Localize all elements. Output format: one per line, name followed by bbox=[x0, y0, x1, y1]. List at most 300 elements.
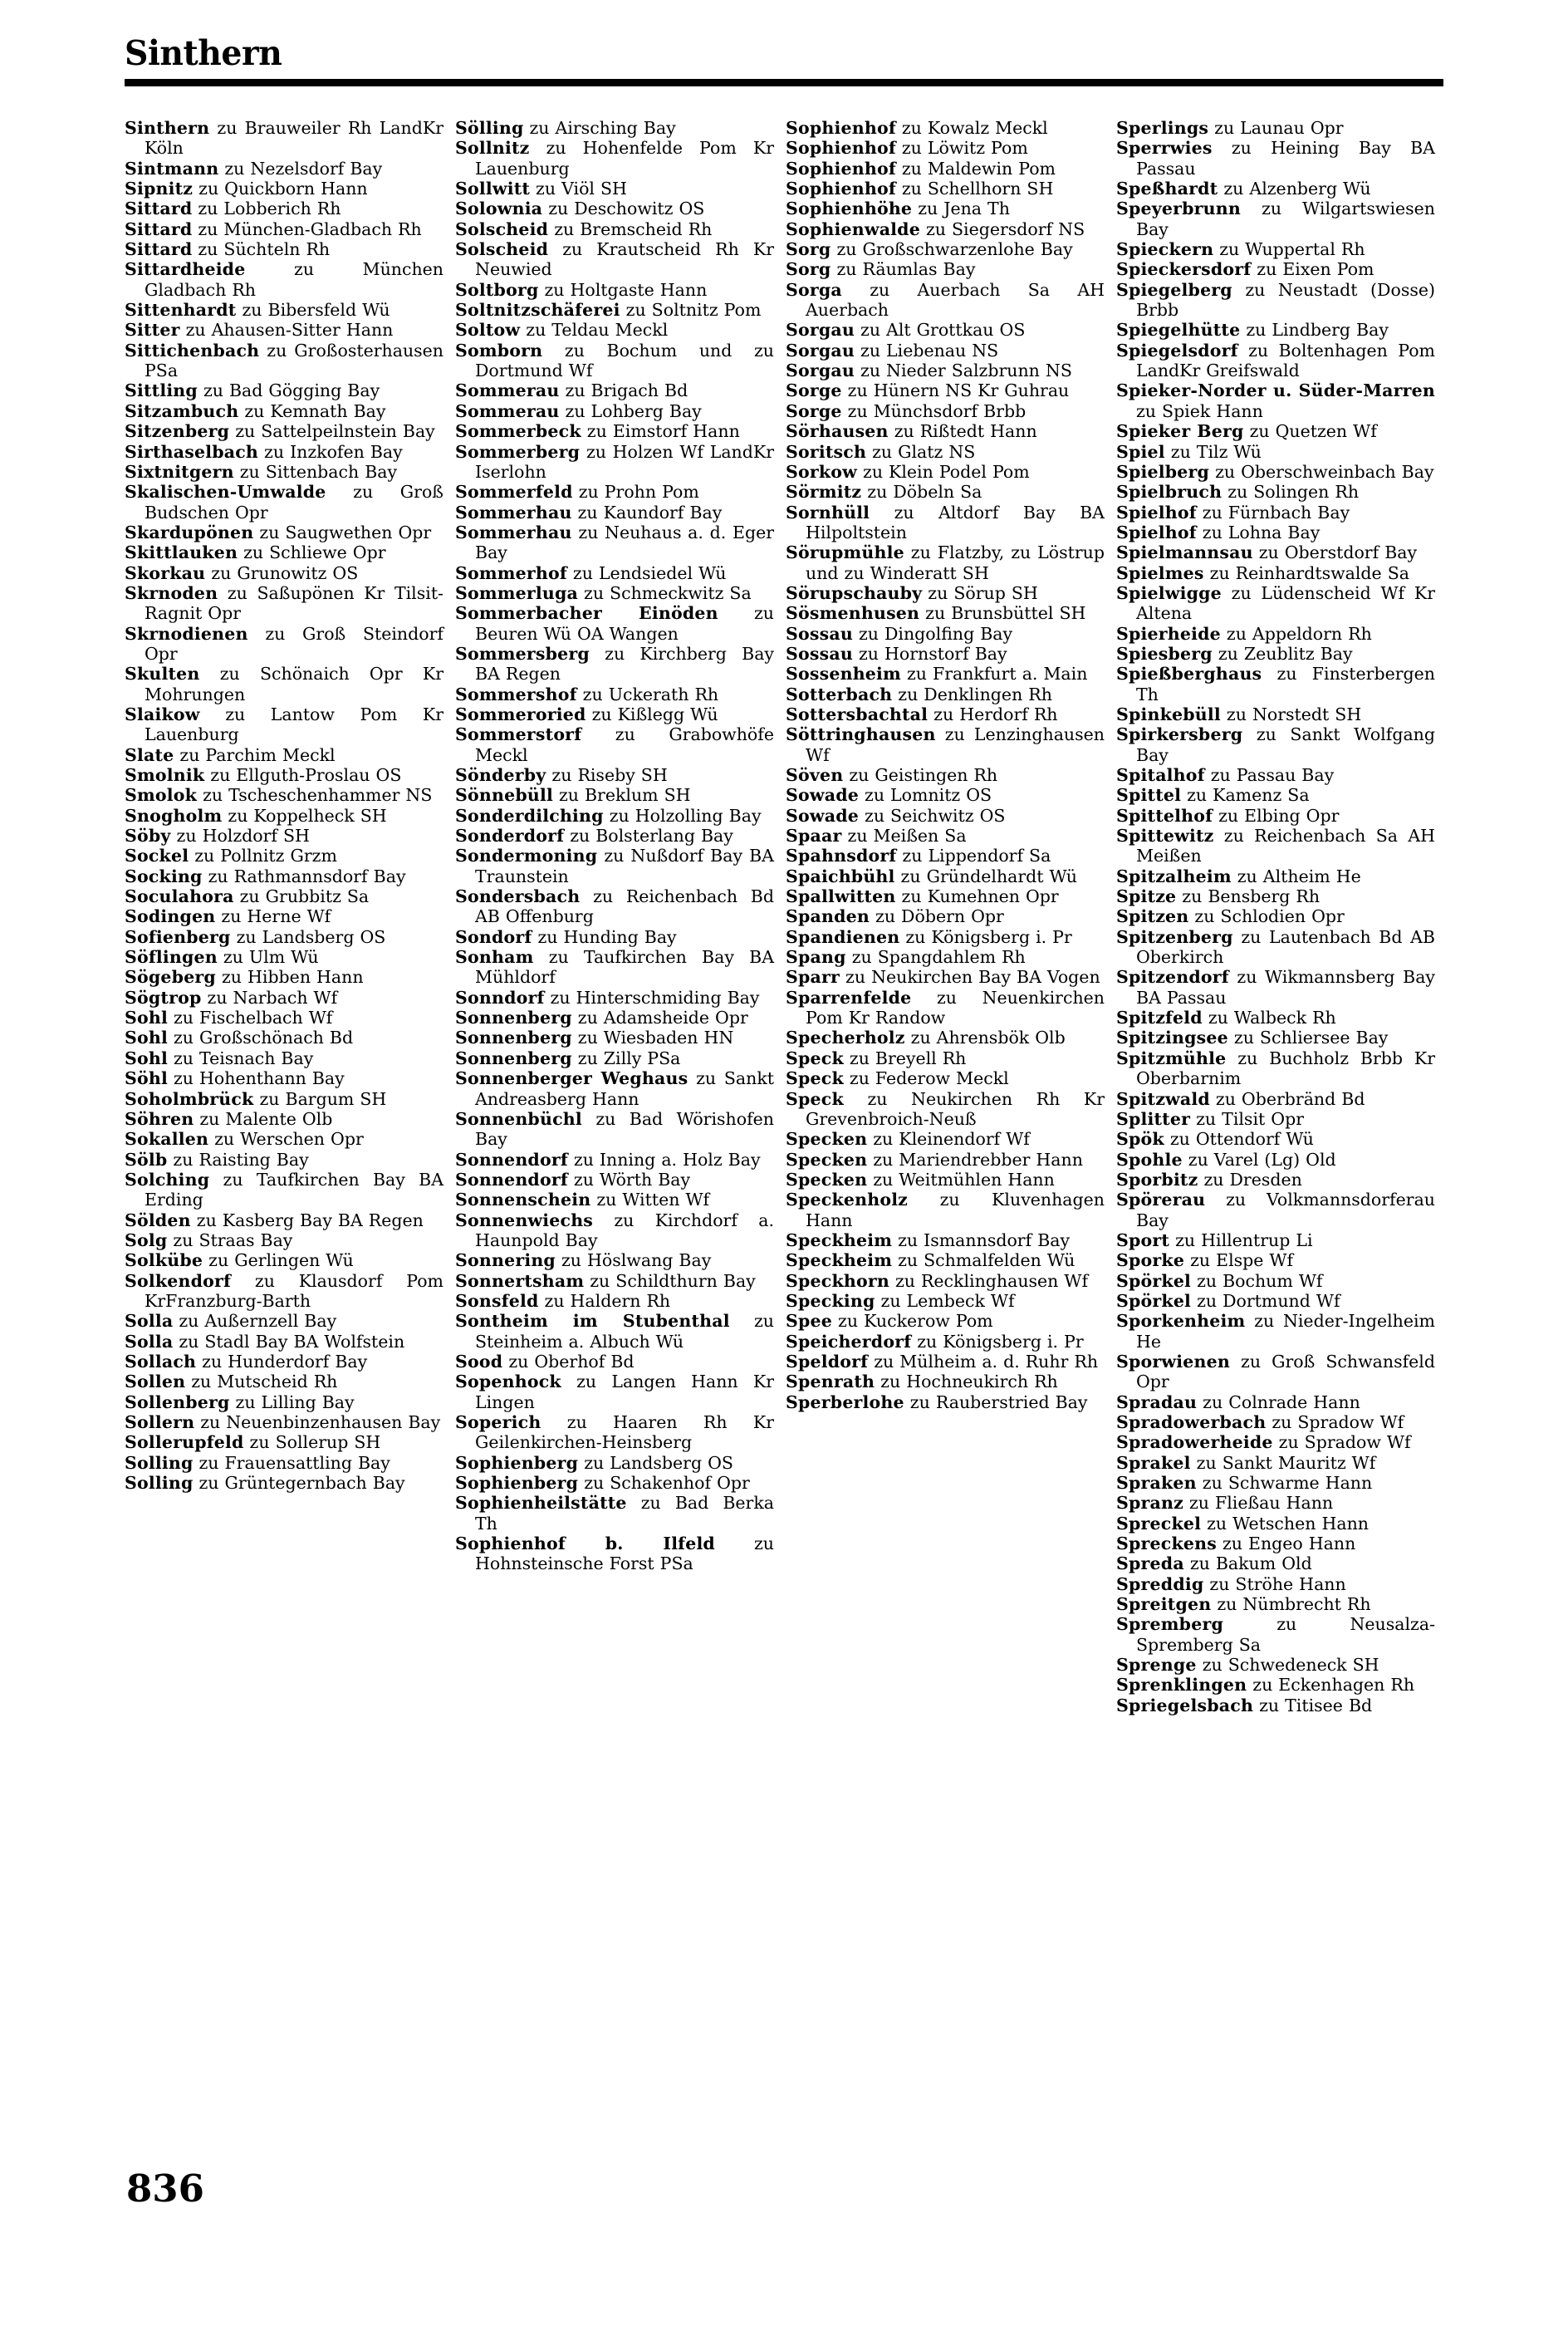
entry-headword: Solscheid bbox=[455, 218, 549, 239]
entry-reference: zu Spradow Wf bbox=[1272, 1432, 1411, 1453]
entry-reference: zu Solingen Rh bbox=[1222, 482, 1360, 503]
entry-reference: zu Fließau Hann bbox=[1183, 1493, 1334, 1514]
entry-reference: zu Meißen Sa bbox=[841, 826, 967, 847]
entry-reference: zu Kirchdorf a. Haunpold Bay bbox=[475, 1210, 774, 1250]
entry-reference: zu Grunowitz OS bbox=[205, 562, 359, 583]
index-entry bbox=[125, 1473, 443, 1493]
entry-headword: Specherholz bbox=[786, 1028, 905, 1048]
index-entry bbox=[455, 1412, 774, 1453]
entry-headword: Slate bbox=[125, 744, 174, 765]
index-entry bbox=[786, 199, 1105, 218]
entry-reference: zu Bensberg Rh bbox=[1176, 886, 1321, 907]
index-entry bbox=[455, 421, 774, 441]
index-entry bbox=[786, 1271, 1105, 1291]
entry-headword: Sorgau bbox=[786, 361, 855, 381]
index-entry bbox=[1116, 1594, 1435, 1614]
entry-headword: Sonderdorf bbox=[455, 826, 565, 847]
entry-headword: Sonnenberg bbox=[455, 1008, 572, 1028]
entry-reference: zu Bargum SH bbox=[253, 1088, 387, 1109]
index-entry bbox=[125, 1352, 443, 1372]
entry-reference: zu Bad Berka Th bbox=[475, 1493, 774, 1534]
index-entry bbox=[125, 1089, 443, 1109]
entry-reference: zu Groß Schwansfeld Opr bbox=[1136, 1351, 1435, 1392]
entry-headword: Sopenhock bbox=[455, 1372, 561, 1392]
entry-reference: zu Grubbitz Sa bbox=[233, 886, 370, 907]
entry-reference: zu Uckerath Rh bbox=[576, 684, 719, 704]
entry-headword: Spaichbühl bbox=[786, 866, 895, 886]
entry-headword: Sörupmühle bbox=[786, 542, 904, 563]
index-entry bbox=[1116, 1412, 1435, 1432]
entry-reference: zu Schakenhof Opr bbox=[578, 1473, 750, 1494]
entry-headword: Sontheim im Stubenthal bbox=[455, 1311, 730, 1332]
entry-headword: Sophienhof bbox=[786, 118, 896, 138]
entry-headword: Söhl bbox=[125, 1068, 168, 1089]
entry-reference: zu Kowalz Meckl bbox=[895, 118, 1048, 138]
entry-headword: Smolnik bbox=[125, 765, 205, 785]
entry-reference: zu Klein Podel Pom bbox=[857, 461, 1030, 482]
index-entry bbox=[786, 685, 1105, 704]
entry-reference: zu Gerlingen Wü bbox=[203, 1250, 354, 1271]
entry-headword: Solching bbox=[125, 1169, 210, 1190]
index-entry bbox=[1116, 624, 1435, 644]
entry-headword: Spitzendorf bbox=[1116, 967, 1229, 988]
entry-reference: zu Holtgaste Hann bbox=[538, 279, 708, 300]
entry-headword: Sonnering bbox=[455, 1250, 556, 1271]
index-entry bbox=[125, 421, 443, 441]
entry-reference: zu Neusalza-Spremberg Sa bbox=[1136, 1614, 1435, 1655]
index-entry bbox=[1116, 1473, 1435, 1493]
index-entry bbox=[455, 1028, 774, 1048]
entry-headword: Sommerluga bbox=[455, 582, 579, 603]
entry-headword: Spitzfeld bbox=[1116, 1008, 1203, 1028]
index-entry bbox=[786, 866, 1105, 886]
entry-reference: zu Hochneukirch Rh bbox=[875, 1372, 1058, 1392]
entry-headword: Sporwienen bbox=[1116, 1351, 1230, 1372]
entry-headword: Sowade bbox=[786, 785, 859, 806]
entry-reference: zu Lendsiedel Wü bbox=[566, 562, 727, 583]
index-entry bbox=[1116, 927, 1435, 968]
entry-headword: Spallwitten bbox=[786, 886, 896, 907]
index-entry bbox=[125, 462, 443, 482]
index-entry bbox=[1116, 826, 1435, 866]
entry-headword: Skrnodienen bbox=[125, 623, 248, 644]
entry-reference: zu Hünern NS Kr Guhrau bbox=[841, 380, 1070, 401]
entry-headword: Sölden bbox=[125, 1210, 191, 1230]
index-entry bbox=[1116, 704, 1435, 724]
entry-headword: Sölling bbox=[455, 118, 524, 138]
index-entry bbox=[455, 765, 774, 785]
entry-reference: zu Prohn Pom bbox=[572, 482, 699, 503]
entry-reference: zu Wetschen Hann bbox=[1201, 1513, 1369, 1534]
index-entry bbox=[125, 300, 443, 320]
entry-headword: Solla bbox=[125, 1311, 174, 1332]
index-entry bbox=[455, 523, 774, 563]
entry-headword: Skittlauken bbox=[125, 542, 238, 563]
index-entry bbox=[125, 118, 443, 159]
entry-reference: zu Kemnath Bay bbox=[238, 400, 386, 421]
index-entry bbox=[786, 1230, 1105, 1250]
entry-headword: Sittard bbox=[125, 239, 193, 260]
index-entry bbox=[1116, 1170, 1435, 1190]
index-entry bbox=[1116, 664, 1435, 704]
index-entry bbox=[125, 199, 443, 218]
entry-reference: zu Dortmund Wf bbox=[1191, 1290, 1340, 1311]
index-entry bbox=[786, 1089, 1105, 1130]
index-entry bbox=[1116, 1008, 1435, 1028]
entry-headword: Sonderdilching bbox=[455, 805, 604, 826]
entry-reference: zu Spradow Wf bbox=[1266, 1412, 1404, 1432]
index-entry bbox=[786, 442, 1105, 462]
entry-reference: zu Grabowhöfe Meckl bbox=[475, 724, 774, 765]
entry-reference: zu Lüdenscheid Wf Kr Altena bbox=[1136, 582, 1435, 624]
index-entry bbox=[125, 1210, 443, 1230]
index-entry bbox=[125, 320, 443, 340]
entry-reference: zu Varel (Lg) Old bbox=[1182, 1149, 1336, 1170]
entry-headword: Spierheide bbox=[1116, 623, 1221, 644]
index-entry bbox=[1116, 1514, 1435, 1534]
entry-headword: Sophienberg bbox=[455, 1452, 579, 1473]
entry-headword: Spieker Berg bbox=[1116, 421, 1244, 442]
index-entry bbox=[786, 1028, 1105, 1048]
entry-reference: zu Mutscheid Rh bbox=[185, 1372, 338, 1392]
index-entry bbox=[1116, 1352, 1435, 1392]
index-entry bbox=[125, 1150, 443, 1170]
index-entry bbox=[455, 320, 774, 340]
index-entry bbox=[786, 583, 1105, 603]
entry-headword: Sornhüll bbox=[786, 502, 870, 523]
entry-reference: zu Saßupönen Kr Tilsit-Ragnit Opr bbox=[145, 582, 443, 624]
entry-reference: zu Lohberg Bay bbox=[559, 400, 702, 421]
entry-headword: Sonnenbüchl bbox=[455, 1108, 582, 1129]
index-entry bbox=[1116, 462, 1435, 482]
index-entry bbox=[786, 624, 1105, 644]
index-entry bbox=[125, 583, 443, 624]
entry-reference: zu Sankt Wolfgang Bay bbox=[1136, 724, 1435, 765]
entry-reference: zu Raisting Bay bbox=[167, 1149, 309, 1170]
index-entry bbox=[125, 1432, 443, 1452]
entry-reference: zu Lippendorf Sa bbox=[896, 846, 1051, 866]
entry-reference: zu Schwedeneck SH bbox=[1196, 1655, 1379, 1676]
index-entry bbox=[1116, 886, 1435, 906]
index-entry bbox=[455, 927, 774, 947]
index-entry bbox=[1116, 1534, 1435, 1553]
entry-reference: zu Altdorf Bay BA Hilpoltstein bbox=[806, 502, 1105, 542]
entry-headword: Spriegelsbach bbox=[1116, 1695, 1254, 1715]
index-entry bbox=[455, 1170, 774, 1190]
entry-headword: Speckheim bbox=[786, 1250, 893, 1271]
entry-reference: zu Quetzen Wf bbox=[1243, 421, 1377, 442]
entry-headword: Spitalhof bbox=[1116, 765, 1205, 785]
entry-headword: Skorkau bbox=[125, 562, 206, 583]
entry-reference: zu Reichenbach Bd AB Offenburg bbox=[475, 886, 774, 927]
index-entry bbox=[1116, 380, 1435, 421]
entry-headword: Sophienhof bbox=[786, 179, 896, 199]
entry-reference: zu Sollerup SH bbox=[243, 1432, 381, 1453]
entry-headword: Spradowerheide bbox=[1116, 1432, 1273, 1453]
entry-headword: Sommerbacher Einöden bbox=[455, 603, 718, 624]
index-entry bbox=[786, 704, 1105, 724]
entry-headword: Spandienen bbox=[786, 926, 900, 947]
index-entry bbox=[1116, 563, 1435, 583]
entry-headword: Solling bbox=[125, 1473, 194, 1494]
entry-headword: Sossau bbox=[786, 643, 853, 664]
entry-reference: zu Koppelheck SH bbox=[222, 805, 387, 826]
entry-headword: Sommerau bbox=[455, 380, 560, 401]
entry-headword: Sintmann bbox=[125, 158, 219, 179]
entry-headword: Sommerau bbox=[455, 400, 560, 421]
entry-headword: Sommerhof bbox=[455, 562, 567, 583]
entry-reference: zu Außernzell Bay bbox=[173, 1311, 337, 1332]
entry-headword: Sport bbox=[1116, 1229, 1170, 1250]
index-entry bbox=[455, 179, 774, 199]
entry-reference: zu Riseby SH bbox=[546, 765, 668, 785]
index-entry bbox=[455, 1473, 774, 1493]
entry-headword: Sorgau bbox=[786, 340, 855, 361]
index-entry bbox=[1116, 482, 1435, 502]
entry-reference: zu Königsberg i. Pr bbox=[899, 926, 1072, 947]
entry-reference: zu Zeublitz Bay bbox=[1212, 643, 1353, 664]
entry-reference: zu Tilsit Opr bbox=[1190, 1108, 1304, 1129]
entry-reference: zu Kamenz Sa bbox=[1181, 785, 1310, 806]
entry-reference: zu Kaundorf Bay bbox=[571, 502, 723, 523]
index-entry bbox=[1116, 785, 1435, 805]
entry-headword: Spielbruch bbox=[1116, 482, 1223, 503]
index-entry bbox=[786, 785, 1105, 805]
entry-headword: Sossau bbox=[786, 623, 853, 644]
entry-headword: Spitzalheim bbox=[1116, 866, 1232, 886]
index-entry bbox=[786, 1170, 1105, 1190]
index-entry bbox=[1116, 906, 1435, 926]
entry-reference: zu Heining Bay BA Passau bbox=[1136, 138, 1435, 179]
entry-reference: zu Brigach Bd bbox=[559, 380, 688, 401]
index-entry bbox=[125, 1271, 443, 1312]
entry-reference: zu Federow Meckl bbox=[843, 1068, 1009, 1089]
entry-headword: Speckenholz bbox=[786, 1190, 909, 1210]
index-entry bbox=[786, 1372, 1105, 1391]
entry-headword: Sood bbox=[455, 1351, 503, 1372]
entry-reference: zu Kuckerow Pom bbox=[832, 1311, 993, 1332]
index-entry bbox=[125, 1008, 443, 1028]
index-entry bbox=[1116, 320, 1435, 340]
index-entry bbox=[455, 644, 774, 685]
entry-headword: Sommerstorf bbox=[455, 724, 582, 745]
entry-reference: zu Fischelbach Wf bbox=[167, 1008, 333, 1028]
index-entry bbox=[786, 1250, 1105, 1270]
index-entry bbox=[1116, 1655, 1435, 1675]
entry-reference: zu Rißtedt Hann bbox=[888, 421, 1037, 442]
entry-reference: zu Passau Bay bbox=[1204, 765, 1335, 785]
entry-headword: Sollnitz bbox=[455, 138, 530, 159]
entry-headword: Sporkenheim bbox=[1116, 1311, 1246, 1332]
entry-headword: Sögtrop bbox=[125, 987, 202, 1008]
entry-headword: Solscheid bbox=[455, 239, 549, 260]
index-entry bbox=[125, 442, 443, 462]
entry-headword: Solownia bbox=[455, 199, 543, 219]
entry-headword: Sögeberg bbox=[125, 967, 216, 988]
index-entry bbox=[455, 947, 774, 988]
index-entry bbox=[125, 159, 443, 179]
entry-reference: zu Eixen Pom bbox=[1251, 259, 1374, 280]
entry-headword: Spang bbox=[786, 947, 846, 968]
entry-headword: Spranz bbox=[1116, 1493, 1183, 1514]
entry-reference: zu Neukirchen Rh Kr Grevenbroich-Neuß bbox=[806, 1088, 1105, 1129]
entry-reference: zu Landsberg OS bbox=[230, 926, 386, 947]
entry-headword: Sophienheilstätte bbox=[455, 1493, 627, 1514]
entry-reference: zu Hohenthann Bay bbox=[167, 1068, 345, 1089]
entry-reference: zu Volkmannsdorferau Bay bbox=[1136, 1190, 1435, 1230]
index-entry bbox=[786, 503, 1105, 543]
entry-reference: zu Klausdorf Pom KrFranzburg-Barth bbox=[145, 1270, 443, 1311]
entry-headword: Sockel bbox=[125, 846, 189, 866]
entry-headword: Skrnoden bbox=[125, 582, 218, 603]
entry-headword: Spielhof bbox=[1116, 522, 1197, 542]
index-entry bbox=[786, 1392, 1105, 1412]
index-entry bbox=[125, 1048, 443, 1068]
entry-headword: Spraken bbox=[1116, 1473, 1197, 1494]
index-entry bbox=[1116, 199, 1435, 239]
entry-reference: zu Bad Gögging Bay bbox=[197, 380, 380, 401]
entry-headword: Spreddig bbox=[1116, 1573, 1204, 1594]
index-entry bbox=[1116, 1129, 1435, 1149]
entry-headword: Sittenhardt bbox=[125, 300, 237, 321]
entry-reference: zu Herne Wf bbox=[215, 906, 331, 927]
entry-headword: Socking bbox=[125, 866, 203, 886]
entry-reference: zu Ahrensbök Olb bbox=[904, 1028, 1066, 1048]
index-entry bbox=[1116, 138, 1435, 179]
entry-reference: zu Steinheim a. Albuch Wü bbox=[475, 1311, 774, 1352]
entry-reference: zu Löwitz Pom bbox=[895, 138, 1028, 159]
entry-reference: zu Nieder Salzbrunn NS bbox=[855, 361, 1072, 381]
entry-reference: zu Boltenhagen Pom LandKr Greifswald bbox=[1136, 340, 1435, 381]
index-entry bbox=[125, 401, 443, 421]
entry-reference: zu Ottendorf Wü bbox=[1164, 1129, 1314, 1150]
entry-reference: zu Straas Bay bbox=[167, 1229, 293, 1250]
index-entry bbox=[1116, 644, 1435, 664]
entry-headword: Speyerbrunn bbox=[1116, 199, 1241, 219]
index-entry bbox=[455, 118, 774, 138]
entry-headword: Spitzmühle bbox=[1116, 1048, 1227, 1068]
entry-headword: Spaar bbox=[786, 826, 842, 847]
entry-reference: zu Stadl Bay BA Wolfstein bbox=[173, 1331, 405, 1352]
entry-headword: Sondorf bbox=[455, 926, 532, 947]
index-entry bbox=[125, 664, 443, 704]
index-entry bbox=[455, 806, 774, 826]
index-entry bbox=[125, 846, 443, 866]
entry-headword: Spradowerbach bbox=[1116, 1412, 1267, 1432]
entry-reference: zu Maldewin Pom bbox=[895, 158, 1056, 179]
entry-headword: Sörupschauby bbox=[786, 582, 923, 603]
entry-headword: Sophienhof b. Ilfeld bbox=[455, 1534, 715, 1554]
entry-headword: Sohl bbox=[125, 1008, 168, 1028]
entry-reference: zu Bochum Wf bbox=[1191, 1270, 1323, 1291]
entry-headword: Spanden bbox=[786, 906, 870, 927]
entry-headword: Sperberlohe bbox=[786, 1391, 904, 1412]
index-entry bbox=[786, 118, 1105, 138]
entry-headword: Sorg bbox=[786, 259, 831, 280]
index-entry bbox=[455, 442, 774, 483]
index-entry bbox=[786, 1150, 1105, 1170]
index-entry bbox=[786, 401, 1105, 421]
index-entry bbox=[786, 1352, 1105, 1372]
entry-headword: Spielberg bbox=[1116, 461, 1210, 482]
entry-headword: Sölb bbox=[125, 1149, 168, 1170]
entry-reference: zu Gründelhardt Wü bbox=[894, 866, 1078, 886]
index-entry bbox=[455, 1534, 774, 1574]
entry-reference: zu Witten Wf bbox=[590, 1190, 710, 1210]
index-entry bbox=[455, 1311, 774, 1352]
index-entry bbox=[125, 1129, 443, 1149]
entry-headword: Sittard bbox=[125, 218, 193, 239]
entry-reference: zu Altheim He bbox=[1231, 866, 1361, 886]
entry-reference: zu Hohenfelde Pom Kr Lauenburg bbox=[475, 138, 774, 179]
entry-headword: Spirkersberg bbox=[1116, 724, 1243, 745]
index-entry bbox=[786, 906, 1105, 926]
index-entry bbox=[1116, 1493, 1435, 1513]
entry-reference: zu Airsching Bay bbox=[523, 118, 676, 138]
entry-reference: zu Denklingen Rh bbox=[892, 684, 1052, 704]
index-entry bbox=[125, 785, 443, 805]
entry-headword: Spee bbox=[786, 1311, 833, 1332]
index-entry bbox=[786, 1190, 1105, 1230]
index-entry bbox=[786, 1291, 1105, 1311]
entry-reference: zu Schmeckwitz Sa bbox=[578, 582, 752, 603]
entry-headword: Sösmenhusen bbox=[786, 603, 920, 624]
entry-reference: zu Herdorf Rh bbox=[928, 704, 1058, 724]
index-entry bbox=[786, 724, 1105, 765]
index-entry bbox=[786, 159, 1105, 179]
index-entry bbox=[125, 542, 443, 562]
entry-headword: Sorge bbox=[786, 400, 842, 421]
entry-reference: zu Alt Grottkau OS bbox=[855, 320, 1026, 341]
index-entry bbox=[125, 482, 443, 523]
entry-reference: zu Brunsbüttel SH bbox=[919, 603, 1086, 624]
entry-reference: zu Nieder-Ingelheim He bbox=[1136, 1311, 1435, 1352]
index-entry bbox=[125, 886, 443, 906]
index-entry bbox=[125, 1109, 443, 1129]
index-entry bbox=[786, 765, 1105, 785]
entry-reference: zu Reichenbach Sa AH Meißen bbox=[1136, 826, 1435, 866]
column-container bbox=[125, 118, 1447, 1715]
entry-reference: zu Beuren Wü OA Wangen bbox=[475, 603, 774, 644]
index-entry bbox=[1116, 806, 1435, 826]
entry-headword: Sporbitz bbox=[1116, 1169, 1198, 1190]
entry-headword: Specking bbox=[786, 1290, 875, 1311]
entry-reference: zu Titisee Bd bbox=[1253, 1695, 1373, 1715]
entry-headword: Sonham bbox=[455, 947, 534, 968]
entry-headword: Spitzingsee bbox=[1116, 1028, 1228, 1048]
entry-reference: zu Hibben Hann bbox=[215, 967, 364, 988]
index-entry bbox=[786, 341, 1105, 361]
page-header bbox=[125, 33, 1445, 86]
entry-reference: zu Recklinghausen Wf bbox=[889, 1270, 1089, 1291]
index-entry bbox=[455, 1068, 774, 1109]
entry-headword: Sirthaselbach bbox=[125, 441, 259, 462]
entry-reference: zu Neuhaus a. d. Eger Bay bbox=[475, 522, 774, 563]
entry-reference: zu Inzkofen Bay bbox=[258, 441, 403, 462]
entry-reference: zu Weitmühlen Hann bbox=[867, 1169, 1055, 1190]
index-entry bbox=[786, 1068, 1105, 1088]
entry-reference: zu Jena Th bbox=[912, 199, 1010, 219]
entry-reference: zu Viöl SH bbox=[530, 179, 627, 199]
entry-reference: zu Schliewe Opr bbox=[238, 542, 386, 563]
entry-headword: Sipnitz bbox=[125, 179, 194, 199]
index-entry bbox=[1116, 1453, 1435, 1473]
index-entry bbox=[455, 219, 774, 239]
entry-reference: zu Groß Budschen Opr bbox=[145, 482, 443, 523]
index-entry bbox=[786, 826, 1105, 846]
index-entry bbox=[1116, 1574, 1435, 1594]
entry-headword: Spörkel bbox=[1116, 1290, 1192, 1311]
